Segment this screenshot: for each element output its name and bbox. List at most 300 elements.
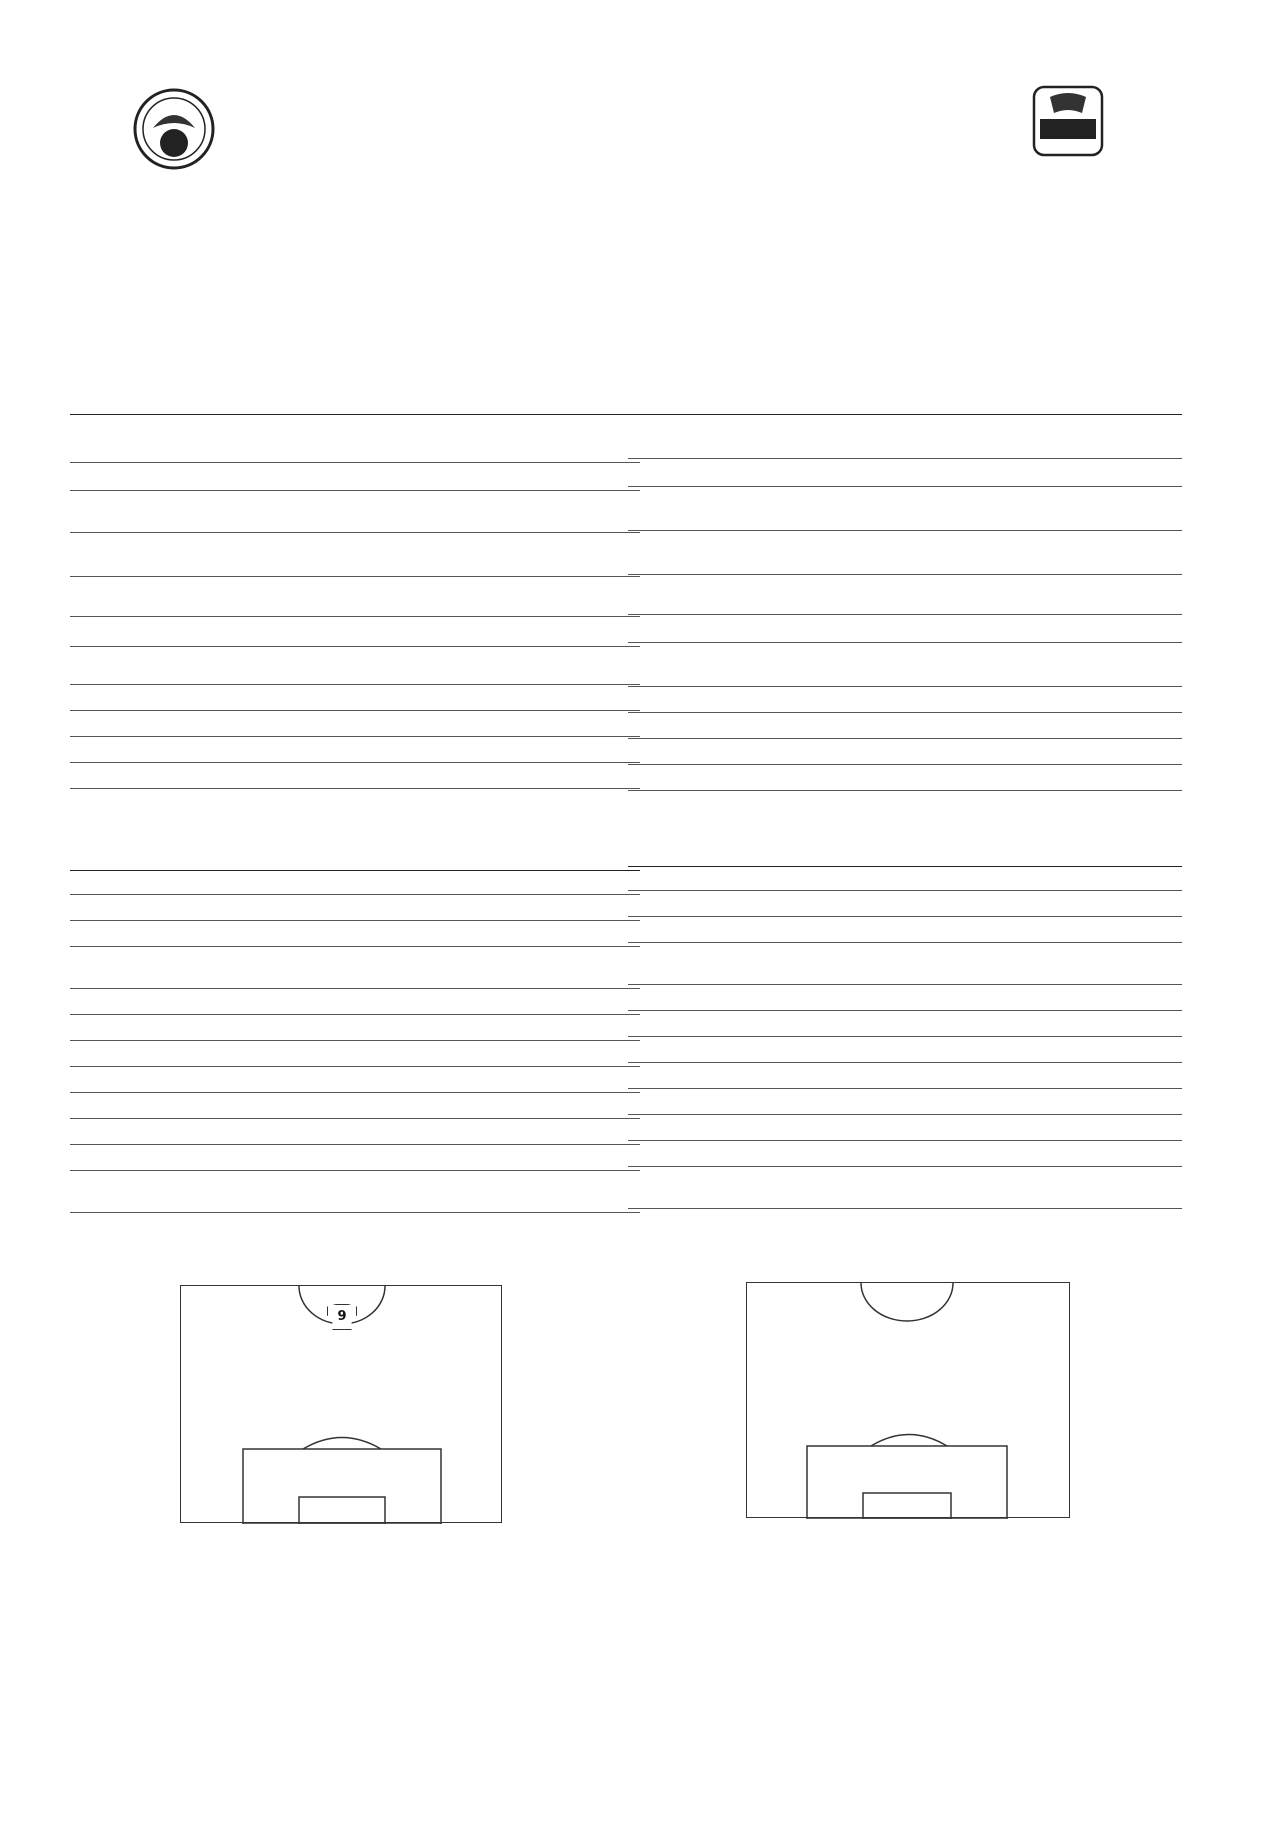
player-cell	[874, 1114, 976, 1140]
player-cell	[1142, 458, 1182, 486]
player-cell	[1104, 1166, 1142, 1208]
player-row	[70, 462, 640, 490]
player-cell	[324, 414, 428, 462]
player-cell	[670, 458, 724, 486]
player-cell	[1104, 486, 1142, 530]
player-row	[628, 458, 1182, 486]
player-cell	[116, 616, 172, 646]
player-cell	[172, 1066, 324, 1092]
player-cell	[460, 616, 558, 646]
player-row	[628, 866, 1182, 890]
player-cell	[874, 1088, 976, 1114]
player-row	[70, 1066, 640, 1092]
player-cell	[874, 916, 976, 942]
player-cell	[324, 576, 428, 616]
player-cell	[172, 576, 324, 616]
player-cell	[628, 1140, 670, 1166]
player-cell	[670, 1088, 724, 1114]
player-cell	[558, 710, 598, 736]
player-cell	[670, 738, 724, 764]
player-cell	[70, 736, 116, 762]
player-cell	[172, 414, 324, 462]
player-row	[70, 414, 640, 462]
player-cell	[460, 1092, 558, 1118]
player-cell	[460, 1066, 558, 1092]
player-cell	[116, 920, 172, 946]
player-cell	[628, 764, 670, 790]
player-cell	[874, 614, 976, 642]
player-cell	[324, 1144, 428, 1170]
player-cell	[428, 710, 460, 736]
player-cell	[670, 1062, 724, 1088]
player-cell	[874, 942, 976, 984]
player-cell	[116, 1170, 172, 1212]
player-cell	[460, 870, 558, 894]
player-cell	[70, 646, 116, 684]
player-cell	[558, 894, 598, 920]
player-cell	[70, 920, 116, 946]
player-cell	[558, 576, 598, 616]
player-cell	[874, 414, 976, 458]
player-cell	[1142, 1088, 1182, 1114]
player-cell	[70, 1092, 116, 1118]
player-cell	[670, 942, 724, 984]
player-row	[70, 1144, 640, 1170]
player-cell	[428, 684, 460, 710]
player-cell	[724, 738, 874, 764]
player-cell	[724, 984, 874, 1010]
player-cell	[116, 736, 172, 762]
player-cell	[172, 616, 324, 646]
player-cell	[1142, 738, 1182, 764]
player-cell	[116, 946, 172, 988]
column-header	[628, 394, 670, 414]
player-cell	[874, 1140, 976, 1166]
player-cell	[628, 614, 670, 642]
player-cell	[324, 1170, 428, 1212]
player-cell	[460, 1014, 558, 1040]
player-cell	[724, 686, 874, 712]
player-cell	[558, 1144, 598, 1170]
player-cell	[874, 642, 976, 686]
player-cell	[670, 890, 724, 916]
player-cell	[324, 1118, 428, 1144]
player-cell	[1104, 1114, 1142, 1140]
player-cell	[558, 1118, 598, 1144]
player-cell	[428, 616, 460, 646]
player-cell	[1008, 1010, 1104, 1036]
player-cell	[460, 462, 558, 490]
player-cell	[1142, 642, 1182, 686]
player-cell	[70, 1014, 116, 1040]
column-header	[724, 846, 874, 866]
player-cell	[724, 486, 874, 530]
player-cell	[324, 1040, 428, 1066]
player-cell	[1104, 1010, 1142, 1036]
player-cell	[628, 890, 670, 916]
player-cell	[874, 738, 976, 764]
column-header	[558, 850, 598, 870]
player-cell	[976, 984, 1008, 1010]
player-cell	[1008, 530, 1104, 574]
player-cell	[874, 1062, 976, 1088]
player-cell	[1104, 642, 1142, 686]
player-cell	[874, 712, 976, 738]
player-row	[628, 1140, 1182, 1166]
player-cell	[116, 490, 172, 532]
player-cell	[428, 462, 460, 490]
player-cell	[874, 984, 976, 1010]
column-header	[70, 394, 116, 414]
player-cell	[116, 870, 172, 894]
player-cell	[724, 916, 874, 942]
player-row	[628, 486, 1182, 530]
player-row	[628, 1062, 1182, 1088]
player-cell	[1008, 890, 1104, 916]
player-cell	[1142, 1010, 1182, 1036]
player-cell	[70, 762, 116, 788]
player-cell	[324, 894, 428, 920]
player-cell	[1142, 890, 1182, 916]
player-cell	[628, 1010, 670, 1036]
player-cell	[1008, 738, 1104, 764]
player-cell	[976, 1140, 1008, 1166]
player-cell	[116, 414, 172, 462]
player-row	[70, 1118, 640, 1144]
player-cell	[70, 988, 116, 1014]
player-cell	[70, 532, 116, 576]
player-cell	[116, 576, 172, 616]
player-cell	[724, 1140, 874, 1166]
player-cell	[1008, 942, 1104, 984]
player-cell	[1104, 738, 1142, 764]
player-row	[628, 942, 1182, 984]
player-cell	[1104, 574, 1142, 614]
player-cell	[724, 1114, 874, 1140]
player-cell	[670, 866, 724, 890]
player-cell	[1008, 642, 1104, 686]
player-cell	[670, 686, 724, 712]
player-cell	[628, 1088, 670, 1114]
player-cell	[976, 614, 1008, 642]
player-cell	[428, 414, 460, 462]
player-cell	[670, 1166, 724, 1208]
player-cell	[1142, 866, 1182, 890]
column-header	[116, 850, 172, 870]
player-cell	[172, 946, 324, 988]
player-cell	[724, 614, 874, 642]
column-header	[976, 394, 1008, 414]
player-cell	[976, 530, 1008, 574]
player-row	[628, 764, 1182, 790]
player-cell	[428, 736, 460, 762]
player-cell	[1104, 1036, 1142, 1062]
column-header	[976, 846, 1008, 866]
player-cell	[628, 916, 670, 942]
player-cell	[1104, 1140, 1142, 1166]
player-cell	[976, 866, 1008, 890]
player-cell	[976, 1062, 1008, 1088]
home-starters-table	[70, 394, 640, 789]
player-cell	[976, 458, 1008, 486]
player-cell	[324, 920, 428, 946]
player-row	[70, 894, 640, 920]
player-cell	[976, 1166, 1008, 1208]
player-row	[628, 738, 1182, 764]
column-header	[1008, 394, 1104, 414]
player-cell	[558, 988, 598, 1014]
player-cell	[558, 1040, 598, 1066]
player-cell	[460, 646, 558, 684]
player-row	[628, 530, 1182, 574]
column-header	[1008, 846, 1104, 866]
player-cell	[172, 462, 324, 490]
player-row	[70, 736, 640, 762]
player-cell	[1008, 984, 1104, 1010]
jersey-icon	[327, 1304, 357, 1330]
player-cell	[460, 1170, 558, 1212]
player-row	[628, 916, 1182, 942]
player-cell	[724, 530, 874, 574]
player-cell	[976, 1036, 1008, 1062]
player-cell	[628, 866, 670, 890]
column-header	[70, 850, 116, 870]
column-header	[724, 394, 874, 414]
player-cell	[324, 736, 428, 762]
column-header	[628, 846, 670, 866]
player-cell	[1142, 764, 1182, 790]
player-cell	[116, 762, 172, 788]
player-cell	[428, 490, 460, 532]
player-cell	[172, 1014, 324, 1040]
player-cell	[1008, 712, 1104, 738]
player-cell	[628, 458, 670, 486]
player-cell	[558, 946, 598, 988]
player-row	[628, 1010, 1182, 1036]
player-cell	[976, 712, 1008, 738]
player-cell	[976, 1114, 1008, 1140]
player-row	[70, 616, 640, 646]
column-header	[874, 394, 976, 414]
player-cell	[116, 462, 172, 490]
player-cell	[558, 646, 598, 684]
player-cell	[724, 712, 874, 738]
player-cell	[70, 870, 116, 894]
column-header	[172, 394, 324, 414]
column-header	[1142, 846, 1182, 866]
player-cell	[976, 916, 1008, 942]
player-cell	[172, 1040, 324, 1066]
player-row	[70, 490, 640, 532]
player-cell	[724, 764, 874, 790]
player-cell	[1104, 530, 1142, 574]
player-cell	[670, 1140, 724, 1166]
player-cell	[70, 576, 116, 616]
player-cell	[976, 942, 1008, 984]
csl-logo	[1032, 85, 1104, 157]
player-row	[628, 574, 1182, 614]
player-cell	[116, 532, 172, 576]
player-cell	[1104, 984, 1142, 1010]
column-header	[172, 850, 324, 870]
player-cell	[1104, 712, 1142, 738]
player-cell	[324, 988, 428, 1014]
player-cell	[70, 1040, 116, 1066]
player-cell	[1142, 486, 1182, 530]
player-row	[628, 1036, 1182, 1062]
player-cell	[558, 532, 598, 576]
player-cell	[428, 576, 460, 616]
player-row	[628, 712, 1182, 738]
player-cell	[460, 920, 558, 946]
player-cell	[1104, 414, 1142, 458]
player-cell	[172, 736, 324, 762]
player-cell	[172, 710, 324, 736]
player-cell	[1008, 574, 1104, 614]
player-cell	[172, 1170, 324, 1212]
player-row	[628, 984, 1182, 1010]
player-cell	[1104, 1088, 1142, 1114]
player-cell	[172, 646, 324, 684]
away-formation-pitch	[746, 1282, 1070, 1518]
player-cell	[116, 988, 172, 1014]
player-cell	[324, 946, 428, 988]
player-cell	[1008, 866, 1104, 890]
player-cell	[724, 642, 874, 686]
player-cell	[172, 894, 324, 920]
column-header	[460, 850, 558, 870]
column-header	[428, 394, 460, 414]
player-row	[628, 890, 1182, 916]
player-cell	[874, 458, 976, 486]
player-cell	[1104, 916, 1142, 942]
player-cell	[670, 1114, 724, 1140]
player-cell	[428, 646, 460, 684]
player-cell	[558, 762, 598, 788]
player-cell	[724, 574, 874, 614]
player-row	[70, 1170, 640, 1212]
player-cell	[670, 642, 724, 686]
player-cell	[1008, 1036, 1104, 1062]
player-row	[70, 532, 640, 576]
player-cell	[628, 1062, 670, 1088]
player-cell	[460, 762, 558, 788]
player-cell	[1008, 764, 1104, 790]
player-cell	[724, 1010, 874, 1036]
player-cell	[428, 1118, 460, 1144]
player-cell	[1008, 686, 1104, 712]
player-cell	[628, 642, 670, 686]
home-formation-pitch	[180, 1285, 502, 1523]
player-row	[628, 414, 1182, 458]
player-cell	[724, 458, 874, 486]
player-cell	[874, 1036, 976, 1062]
column-header	[1104, 846, 1142, 866]
player-row	[628, 642, 1182, 686]
player-cell	[324, 684, 428, 710]
player-cell	[172, 1118, 324, 1144]
player-cell	[558, 1066, 598, 1092]
player-cell	[874, 1166, 976, 1208]
column-header	[558, 394, 598, 414]
player-cell	[172, 1144, 324, 1170]
player-cell	[1008, 916, 1104, 942]
player-cell	[628, 712, 670, 738]
player-cell	[628, 1036, 670, 1062]
player-cell	[428, 946, 460, 988]
player-cell	[724, 1062, 874, 1088]
column-header	[324, 394, 428, 414]
player-cell	[428, 1040, 460, 1066]
player-cell	[874, 530, 976, 574]
player-cell	[460, 684, 558, 710]
player-cell	[1142, 1114, 1182, 1140]
player-cell	[116, 1066, 172, 1092]
player-cell	[670, 764, 724, 790]
player-cell	[460, 576, 558, 616]
away-subs-table	[628, 846, 1182, 1209]
player-row	[70, 576, 640, 616]
player-cell	[116, 710, 172, 736]
player-cell	[1104, 942, 1142, 984]
player-cell	[874, 890, 976, 916]
player-cell	[428, 1014, 460, 1040]
column-header	[116, 394, 172, 414]
player-cell	[70, 1170, 116, 1212]
player-cell	[874, 686, 976, 712]
player-cell	[670, 614, 724, 642]
player-cell	[460, 532, 558, 576]
player-cell	[172, 762, 324, 788]
player-cell	[428, 1066, 460, 1092]
player-cell	[1142, 916, 1182, 942]
player-cell	[558, 414, 598, 462]
player-cell	[1142, 1166, 1182, 1208]
player-cell	[1104, 764, 1142, 790]
player-cell	[628, 1166, 670, 1208]
player-cell	[976, 414, 1008, 458]
column-header	[428, 850, 460, 870]
player-cell	[1142, 414, 1182, 458]
player-cell	[1104, 1062, 1142, 1088]
player-cell	[628, 942, 670, 984]
player-cell	[874, 574, 976, 614]
player-cell	[116, 1092, 172, 1118]
jersey-number: 9	[337, 1309, 347, 1324]
player-cell	[1008, 1166, 1104, 1208]
column-header	[1142, 394, 1182, 414]
player-cell	[670, 486, 724, 530]
player-cell	[172, 532, 324, 576]
player-cell	[724, 1088, 874, 1114]
player-row	[70, 1040, 640, 1066]
player-row	[70, 988, 640, 1014]
player-cell	[460, 894, 558, 920]
player-cell	[670, 984, 724, 1010]
player-cell	[1142, 1140, 1182, 1166]
player-cell	[628, 530, 670, 574]
player-cell	[1142, 984, 1182, 1010]
player-cell	[70, 946, 116, 988]
player-cell	[1104, 890, 1142, 916]
player-cell	[70, 616, 116, 646]
player-cell	[558, 1170, 598, 1212]
player-cell	[558, 490, 598, 532]
player-cell	[1142, 530, 1182, 574]
player-cell	[428, 1144, 460, 1170]
player-cell	[70, 1118, 116, 1144]
player-cell	[976, 486, 1008, 530]
